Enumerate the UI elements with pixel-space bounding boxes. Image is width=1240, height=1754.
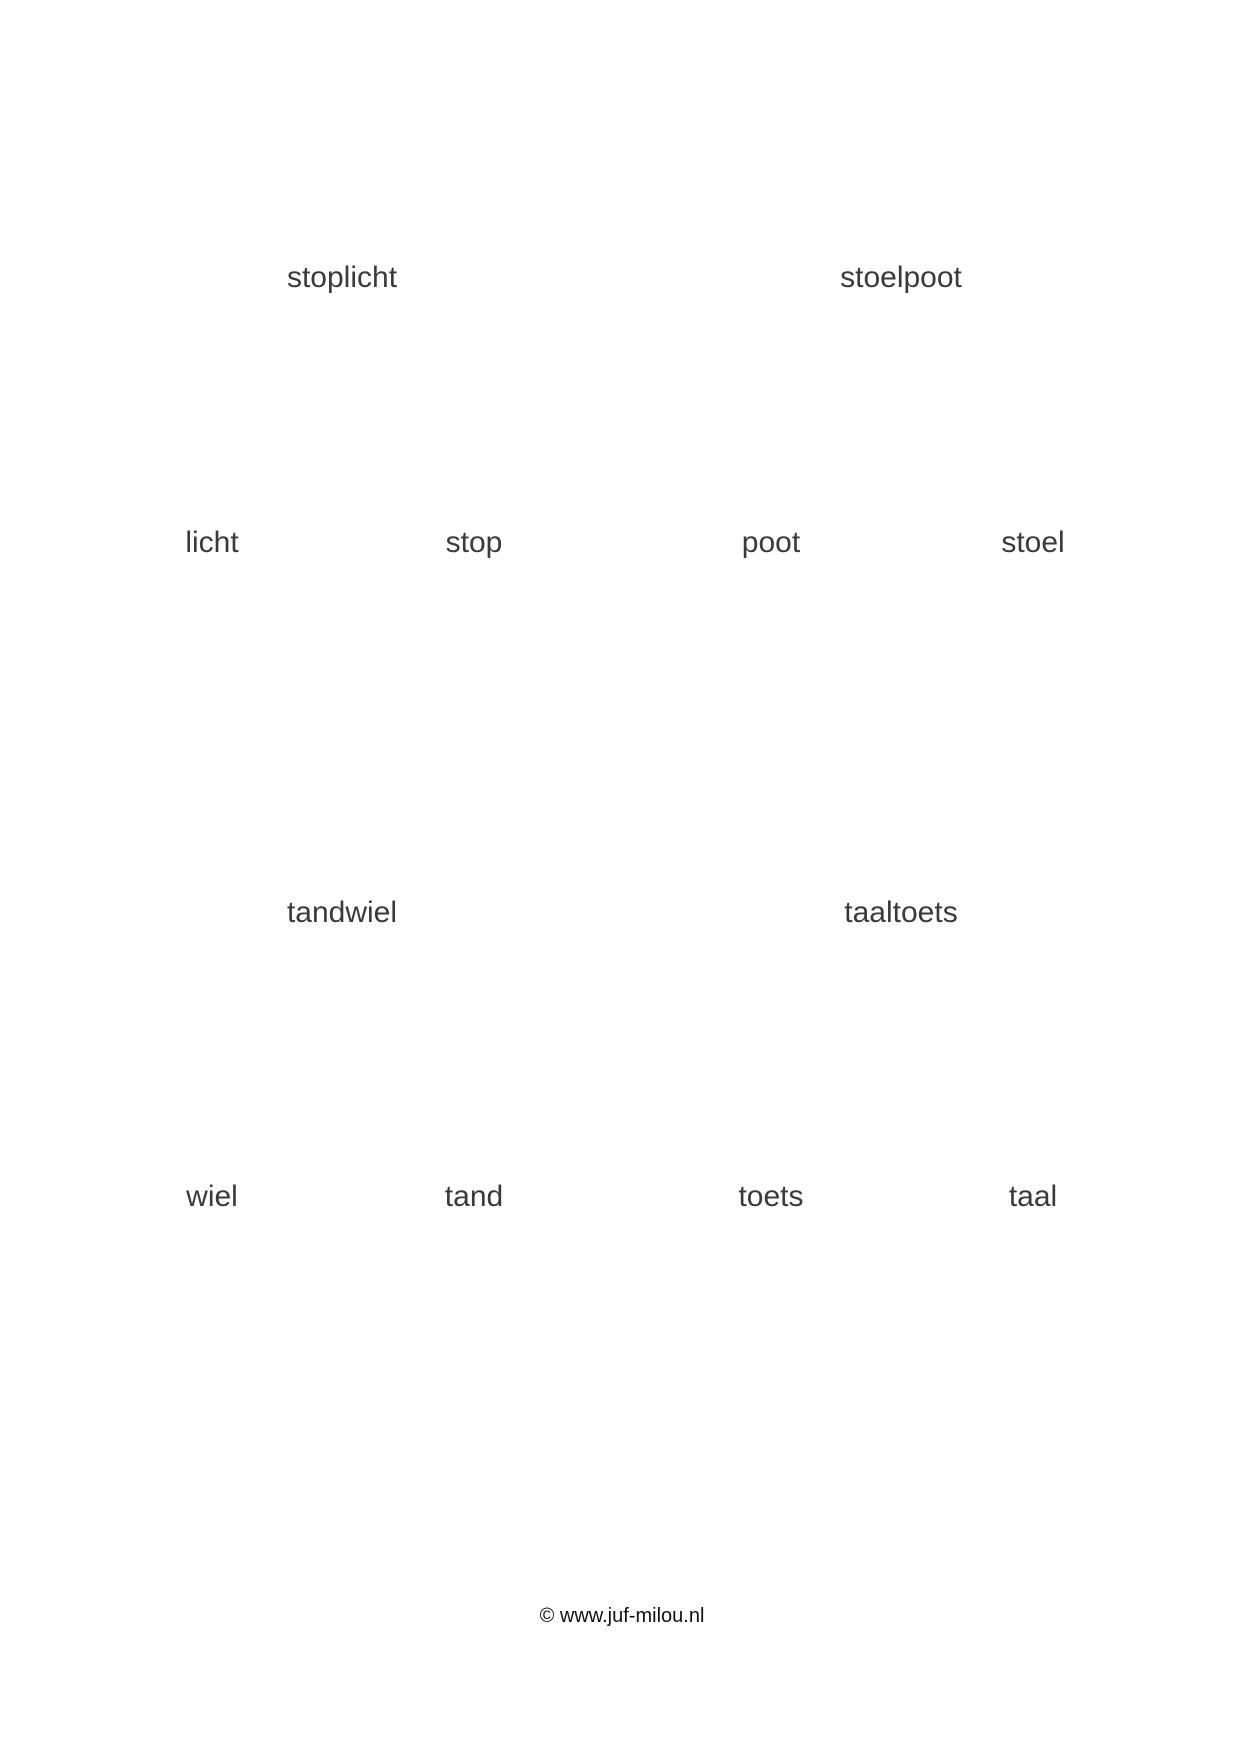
part-word-licht: licht <box>185 526 239 559</box>
part-word-poot: poot <box>741 526 801 559</box>
part-word-stop: stop <box>445 526 503 559</box>
compound-word-tandwiel: tandwiel <box>286 896 398 929</box>
compound-word-stoplicht: stoplicht <box>286 261 398 294</box>
part-word-toets: toets <box>738 1180 804 1213</box>
part-word-wiel: wiel <box>186 1180 238 1213</box>
part-word-stoel: stoel <box>1001 526 1065 559</box>
copyright-footer: © www.juf-milou.nl <box>539 1605 705 1627</box>
part-word-taal: taal <box>1008 1180 1058 1213</box>
compound-word-stoelpoot: stoelpoot <box>840 261 962 294</box>
part-word-tand: tand <box>444 1180 504 1213</box>
compound-word-taaltoets: taaltoets <box>844 896 958 929</box>
